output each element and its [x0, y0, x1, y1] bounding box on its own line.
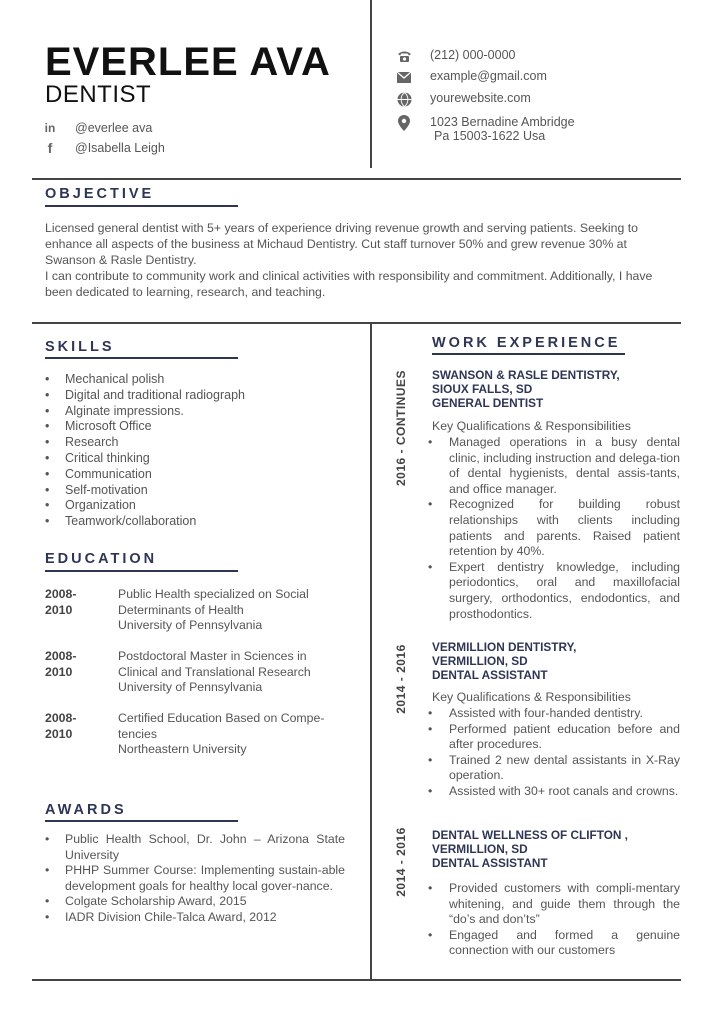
list-item: • Assisted with 30+ root canals and crowns. — [428, 783, 679, 798]
list-item: • Mechanical polish — [45, 372, 165, 386]
contact-address — [396, 115, 575, 143]
education-entry: 2008- 2010 Public Health specialized on Social Determinants of Health University of Pennsylvania — [45, 587, 309, 633]
skills-list — [45, 372, 245, 530]
list-item: • Recognized for building robust relationships with clients including patients and parents. Raised patient retention by 40%. — [428, 497, 680, 559]
contact-website — [396, 91, 531, 107]
applicant-name: EVERLEE AVA — [45, 40, 331, 84]
header-divider — [370, 0, 372, 168]
education-entry: 2008- 2010 Certified Education Based on Compe- tencies Northeastern University — [45, 711, 325, 757]
job-bullets — [428, 706, 680, 800]
list-item: • Critical thinking — [45, 450, 150, 465]
list-item: • Digital and traditional radiograph — [45, 387, 245, 402]
job-location: SIOUX FALLS, SD — [432, 382, 533, 396]
job-company: VERMILLION DENTISTRY, — [432, 640, 577, 654]
job-period: 2014 - 2016 — [394, 827, 408, 897]
contact-phone — [396, 48, 515, 64]
facebook-handle: @Isabella Leigh — [75, 141, 165, 155]
job-header — [432, 368, 620, 410]
address-line2: Pa 15003-1622 Usa — [434, 129, 546, 143]
list-item: • Organization — [45, 498, 136, 513]
job-period: 2014 - 2016 — [394, 644, 408, 714]
facebook-icon: f — [47, 140, 53, 156]
job-header — [432, 640, 576, 682]
phone-number: (212) 000-0000 — [430, 48, 516, 62]
job-position: DENTAL ASSISTANT — [432, 856, 548, 870]
job-position: DENTAL ASSISTANT — [432, 668, 548, 682]
awards-underline — [45, 820, 238, 822]
awards-list — [45, 832, 345, 926]
objective-paragraph-2: I can contribute to community work and clinical activities with responsibility and commitment. Additionally, I have been dedicated to learning, research, and teaching. — [45, 269, 653, 299]
list-item: • Teamwork/collaboration — [45, 514, 197, 529]
list-item: • Engaged and formed a genuine connection with our customers — [428, 927, 680, 958]
job-company: SWANSON & RASLE DENTISTRY, — [432, 368, 620, 382]
job-header — [432, 828, 628, 870]
job-key-heading: Key Qualifications & Responsibilities — [432, 419, 631, 433]
list-item: • Public Health School, Dr. John – Arizona State University — [45, 832, 345, 862]
list-item: • Research — [45, 435, 119, 450]
linkedin-handle: @everlee ava — [75, 121, 153, 135]
awards-title: AWARDS — [45, 802, 127, 818]
list-item: • Expert dentistry knowledge, including periodontics, oral and maxillofacial surgery, orthodontics, endodontics, and prosthodontics. — [428, 559, 680, 621]
list-item: • Alginate impressions. — [45, 403, 184, 418]
column-divider — [370, 324, 372, 980]
social-facebook — [43, 141, 165, 155]
list-item: • PHHP Summer Course: Implementing sustain-able development goals for healthy local gover-nance. — [45, 863, 345, 893]
social-linkedin — [43, 121, 152, 135]
skills-underline — [45, 357, 238, 359]
education-underline — [45, 570, 238, 572]
work-underline — [432, 353, 625, 355]
work-title: WORK EXPERIENCE — [432, 335, 621, 351]
footer-rule — [32, 979, 681, 981]
job-bullets — [428, 435, 680, 622]
job-key-heading: Key Qualifications & Responsibilities — [432, 690, 631, 704]
header-bottom-rule — [32, 178, 681, 180]
linkedin-icon: in — [44, 121, 56, 135]
objective-paragraph-1: Licensed general dentist with 5+ years of experience driving revenue growth and serving patients. Seeking to enhance all aspects of the business at Michaud Dentistry. Cut staff turnover 50% and grew revenue 30% at Swanson & Rasle Dentistry. — [45, 221, 639, 267]
list-item: • Microsoft Office — [45, 419, 152, 434]
objective-bottom-rule — [32, 322, 681, 324]
education-entry: 2008- 2010 Postdoctoral Master in Sciences in Clinical and Translational Research University of Pennsylvania — [45, 649, 311, 695]
list-item: • Colgate Scholarship Award, 2015 — [45, 894, 247, 909]
email-address: example@gmail.com — [430, 69, 547, 83]
list-item: • Assisted with four-handed dentistry. — [428, 706, 643, 720]
list-item: • Managed operations in a busy dental clinic, including instruction and delega-tion of dental hygienists, dental assis-tants, and office manager. — [428, 435, 680, 496]
skills-title: SKILLS — [45, 339, 115, 355]
location-pin-icon — [396, 115, 412, 131]
objective-title: OBJECTIVE — [45, 186, 155, 202]
job-location: VERMILLION, SD — [432, 842, 528, 856]
job-company: DENTAL WELLNESS OF CLIFTON , — [432, 828, 628, 842]
list-item: • IADR Division Chile-Talca Award, 2012 — [45, 909, 277, 924]
address-line1: 1023 Bernadine Ambridge — [430, 115, 575, 129]
website-url: yourewebsite.com — [430, 91, 531, 105]
objective-text — [45, 220, 680, 300]
list-item: • Provided customers with compli-mentary whitening, and guide them through the “do’s and don’ts” — [428, 881, 680, 927]
list-item: • Self-motivation — [45, 482, 148, 497]
job-period: 2016 - CONTINUES — [394, 369, 408, 487]
applicant-role: DENTIST — [45, 81, 152, 108]
globe-icon — [396, 91, 412, 107]
job-position: GENERAL DENTIST — [432, 396, 544, 410]
job-location: VERMILLION, SD — [432, 654, 528, 668]
list-item: • Performed patient education before and after procedures. — [428, 721, 680, 752]
list-item: • Trained 2 new dental assistants in X-Ray operation. — [428, 752, 680, 783]
envelope-icon — [396, 69, 412, 85]
job-bullets — [428, 881, 680, 959]
contact-email — [396, 69, 547, 85]
list-item: • Communication — [45, 466, 152, 481]
education-title: EDUCATION — [45, 551, 158, 567]
phone-icon — [396, 48, 412, 64]
objective-underline — [45, 205, 238, 207]
